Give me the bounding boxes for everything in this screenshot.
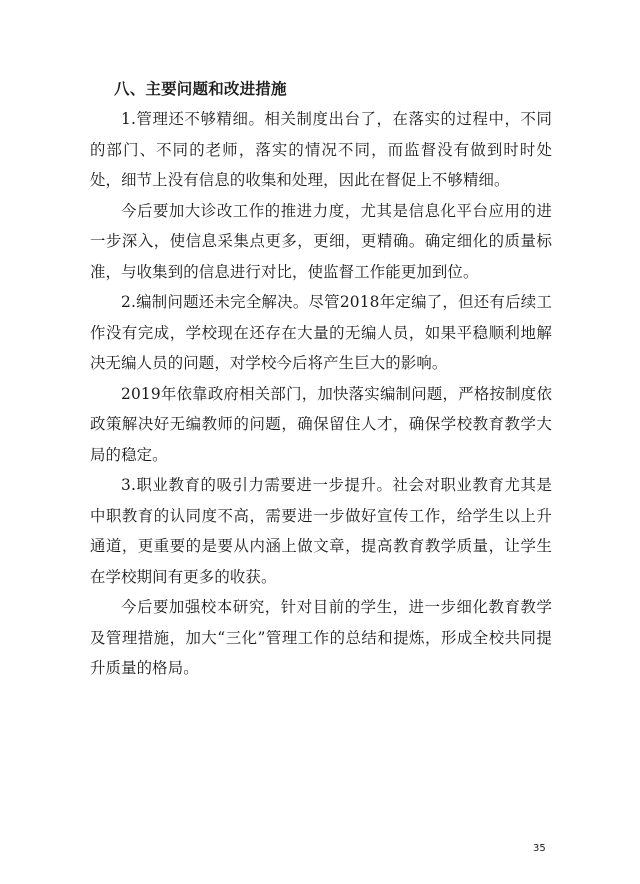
paragraph: 2019年依靠政府相关部门，加快落实编制问题，严格按制度依政策解决好无编教师的问题，确保留住人才，确保学校教育教学大局的稳定。 [90,384,552,464]
paragraph: 今后要加大诊改工作的推进力度，尤其是信息化平台应用的进一步深入，使信息采集点更多，更细，更精确。确定细化的质量标准，与收集到的信息进行对比，使监督工作能更加到位。 [90,201,552,281]
paragraph: 今后要加强校本研究，针对目前的学生，进一步细化教育教学及管理措施，加大“三化”管理工作的总结和提炼，形成全校共同提升质量的格局。 [90,598,552,677]
section-content [90,74,552,684]
paragraph: 1.管理还不够精细。相关制度出台了，在落实的过程中，不同的部门、不同的老师，落实的情况不同，而监督没有做到时时处处，细节上没有信息的收集和处理，因此在督促上不够精细。 [90,110,552,189]
section-heading: 八、主要问题和改进措施 [114,80,287,98]
page-number: 35 [533,843,546,854]
paragraph: 2.编制问题还未完全解决。尽管2018年定编了，但还有后续工作没有完成，学校现在还存在大量的无编人员，如果平稳顺利地解决无编人员的问题，对学校今后将产生巨大的影响。 [90,293,552,372]
paragraph: 3.职业教育的吸引力需要进一步提升。社会对职业教育尤其是中职教育的认同度不高，需要进一步做好宣传工作，给学生以上升通道，更重要的是要从内涵上做文章，提高教育教学质量，让学生在学校期间有更多的收获。 [90,476,552,586]
